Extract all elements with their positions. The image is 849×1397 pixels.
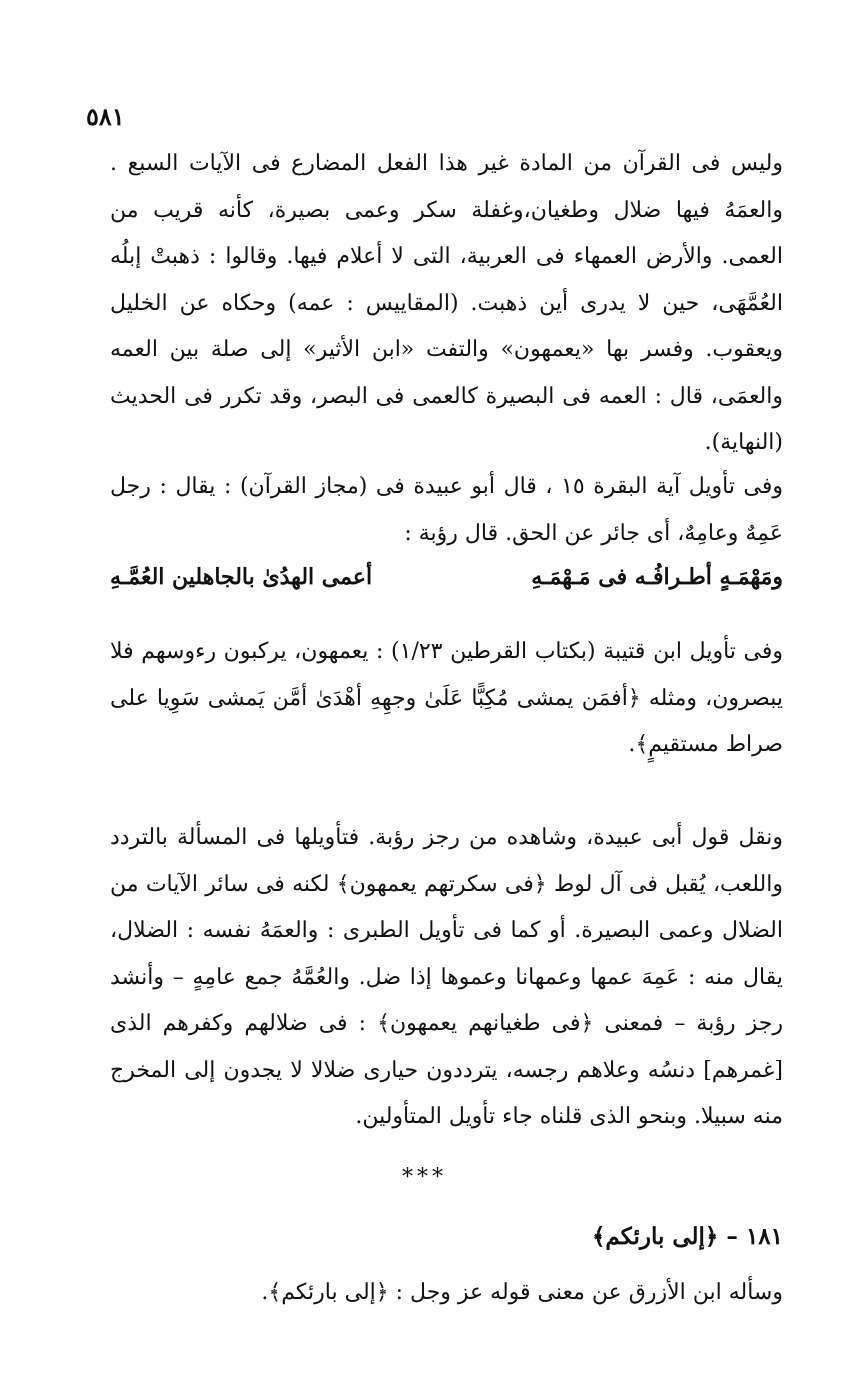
page-number: ٥٨١ — [86, 102, 125, 131]
poetry-verse — [110, 554, 783, 601]
paragraph-abu-ubayda: وفى تأويل آية البقرة ١٥ ، قال أبو عبيدة فى (مجاز القرآن) : يقال : رجل عَمِهٌ وعامِهٌ، أى جائر عن الحق. قال رؤبة : — [110, 474, 783, 546]
paragraph-tabari: ونقل قول أبى عبيدة، وشاهده من رجز رؤبة. فتأويلها فى المسألة بالتردد واللعب، يُقبل فى آل لوط ﴿فى سكرتهم يعمهون﴾ لكنه فى سائر الآيات من الضلال وعمى البصيرة. أو كما فى تأويل الطبرى : والعمَهُ نفسه : الضلال، يقال منه : عَمِهَ عمها وعمهانا وعموها إذا ضل. والعُمَّهُ جمع عامِهٍ – وأنشد رجز رؤبة – فمعنى ﴿فى طغيانهم يعمهون﴾ : فى ضلالهم وكفرهم الذى [غمرهم] دنسُه وعلاهم رجسه، يترددون حيارى ضلالا لا يجدون إلى المخرج منه سبيلا. وبنحو الذى قلناه جاء تأويل المتأولين. — [110, 825, 783, 1129]
section-divider: *** — [402, 1165, 447, 1190]
paragraph-ibn-qutayba: وفى تأويل ابن قتيبة (بكتاب القرطين ١/٢٣) : يعمهون، يركبون رءوسهم فلا يبصرون، ومثله ﴿أفمَن يمشى مُكِبًّا عَلَىٰ وجهِهِ أهْدَىٰ أمَّن يَمشى سَوِيا على صراط مستقيمٍ﴾. — [110, 639, 783, 757]
verse-hemistich-second: أعمى الهدُىٰ بالجاهلين العُمَّـهِ — [110, 564, 373, 590]
paragraph-quran-usage: وليس فى القرآن من المادة غير هذا الفعل المضارع فى الآيات السبع . والعمَهُ فيها ضلال وطغيان،وغفلة سكر وعمى بصيرة، كأنه قريب من العمى. والأرض العمهاء فى العربية، التى لا أعلام فيها. وقالوا : ذهبتْ إبلُه العُمَّهَى، حين لا يدرى أين ذهبت. (المقاييس : عمه) وحكاه عن الخليل ويعقوب. وفسر بها «يعمهون» والتفت «ابن الأثير» إلى صلة بين العمه والعمَى، قال : العمه فى البصيرة كالعمى فى البصر، وقد تكرر فى الحديث (النهاية). — [110, 151, 783, 455]
verse-hemistich-first: ومَهْمَـهٍ أطـرافُـه فى مَـهْمَـهِ — [531, 564, 783, 590]
entry-heading: ١٨١ – ﴿إلى بارئكم﴾ — [591, 1223, 783, 1250]
paragraph-question: وسأله ابن الأزرق عن معنى قوله عز وجل : ﴿إلى بارئكم﴾. — [261, 1280, 783, 1305]
